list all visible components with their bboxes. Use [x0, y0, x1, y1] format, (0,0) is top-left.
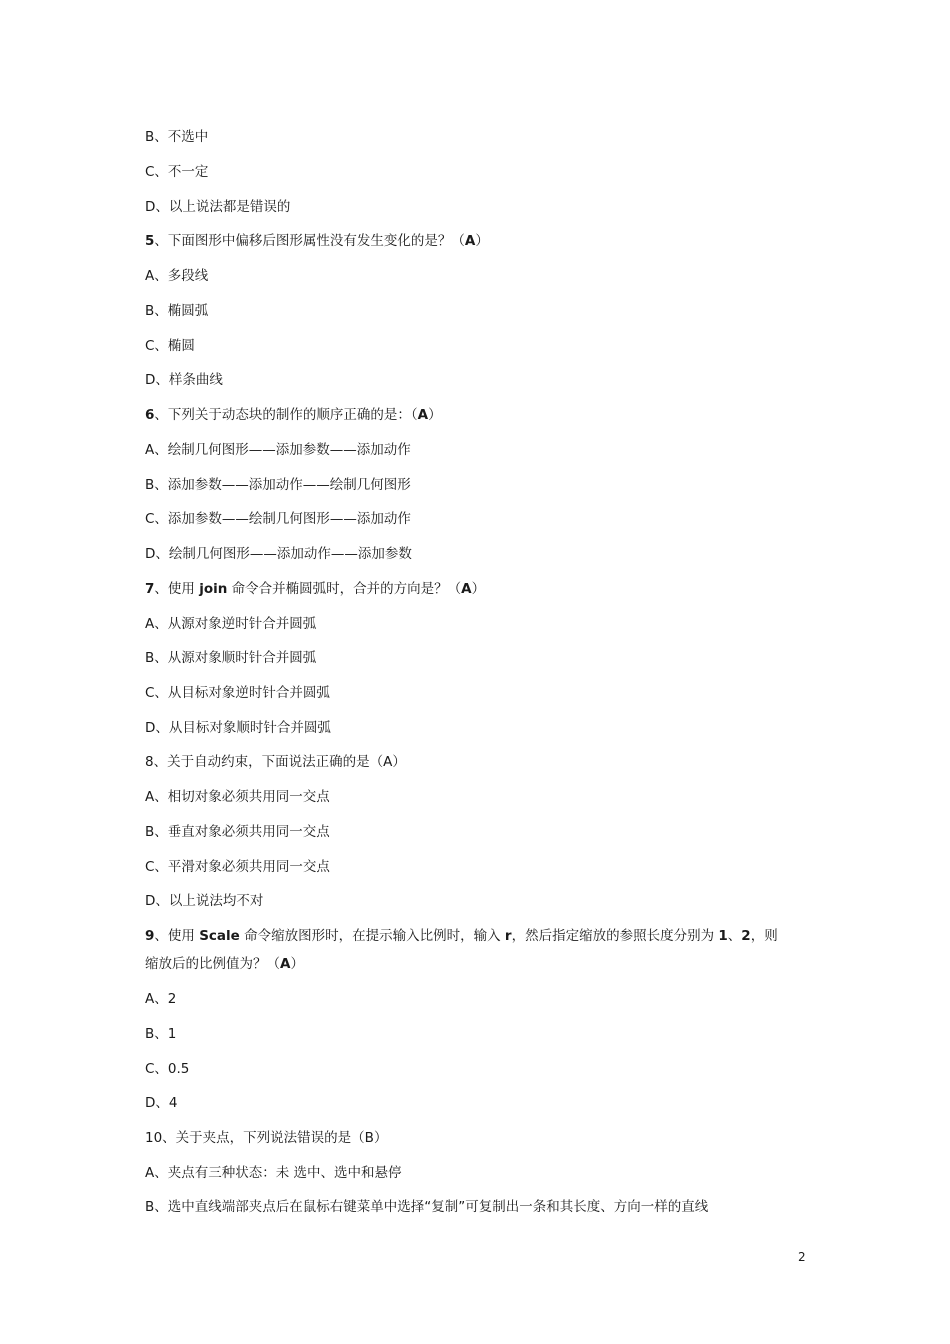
- q6-text: 、下列关于动态块的制作的顺序正确的是：（: [154, 407, 418, 423]
- q10-option-b: B、选中直线端部夹点后在鼠标右键菜单中选择“复制”可复制出一条和其长度、方向一样的直线: [145, 1199, 709, 1215]
- q9-input-r: r: [504, 928, 512, 944]
- q7-option-c: C、从目标对象逆时针合并圆弧: [145, 685, 330, 701]
- q9-stem-line-1: [145, 927, 778, 945]
- q9-value-1: 1: [718, 928, 728, 944]
- q9-answer: A: [280, 956, 291, 972]
- q6-option-b: B、添加参数——添加动作——绘制几何图形: [145, 477, 411, 493]
- q9-option-a: A、2: [145, 991, 177, 1007]
- q4-option-b: B、不选中: [145, 129, 209, 145]
- page-number: 2: [798, 1250, 806, 1264]
- q5-answer: A: [464, 233, 476, 249]
- q6-close: ）: [428, 407, 442, 423]
- q9-stem-line-2: [145, 955, 304, 973]
- q5-close: ）: [475, 233, 489, 249]
- q8-option-a: A、相切对象必须共用同一交点: [145, 789, 330, 805]
- q9-command: Scale: [199, 928, 240, 944]
- q9-value-2: 2: [741, 928, 751, 944]
- q8-option-d: D、以上说法均不对: [145, 893, 264, 909]
- q10-option-a: A、夹点有三种状态：未 选中、选中和悬停: [145, 1165, 402, 1181]
- q5-number: 5: [145, 233, 155, 249]
- q7-text-1: 、使用: [154, 581, 200, 597]
- q9-separator: 、: [727, 928, 742, 944]
- q9-text-2: 命令缩放图形时，在提示输入比例时，输入: [239, 928, 505, 944]
- q8-option-b: B、垂直对象必须共用同一交点: [145, 824, 330, 840]
- q7-stem: [145, 580, 485, 598]
- q9-text-5: 缩放后的比例值为？（: [145, 956, 280, 972]
- q6-option-a: A、绘制几何图形——添加参数——添加动作: [145, 442, 411, 458]
- q5-option-d: D、样条曲线: [145, 372, 223, 388]
- q5-text: 、下面图形中偏移后图形属性没有发生变化的是？（: [154, 233, 465, 249]
- q9-number: 9: [145, 928, 155, 944]
- q6-option-d: D、绘制几何图形——添加动作——添加参数: [145, 546, 412, 562]
- q5-option-c: C、椭圆: [145, 338, 195, 354]
- q9-option-d: D、4: [145, 1095, 178, 1111]
- q8-option-c: C、平滑对象必须共用同一交点: [145, 859, 330, 875]
- q8-stem: 8、关于自动约束，下面说法正确的是（A）: [145, 754, 406, 770]
- q6-number: 6: [145, 407, 155, 423]
- q9-option-c: C、0.5: [145, 1061, 190, 1077]
- q4-option-c: C、不一定: [145, 164, 209, 180]
- q5-option-b: B、椭圆弧: [145, 303, 209, 319]
- q9-text-4: ，则: [750, 928, 778, 944]
- q9-option-b: B、1: [145, 1026, 177, 1042]
- q6-stem: [145, 406, 442, 424]
- q7-number: 7: [145, 581, 155, 597]
- q4-option-d: D、以上说法都是错误的: [145, 199, 291, 215]
- q5-stem: [145, 232, 489, 250]
- q7-close: ）: [471, 581, 486, 597]
- q7-answer: A: [461, 581, 472, 597]
- q7-option-b: B、从源对象顺时针合并圆弧: [145, 650, 317, 666]
- q5-option-a: A、多段线: [145, 268, 209, 284]
- q6-option-c: C、添加参数——绘制几何图形——添加动作: [145, 511, 411, 527]
- q7-command: join: [199, 581, 228, 597]
- q7-option-d: D、从目标对象顺时针合并圆弧: [145, 720, 331, 736]
- q6-answer: A: [417, 407, 429, 423]
- q10-stem: 10、关于夹点，下列说法错误的是（B）: [145, 1130, 388, 1146]
- q9-text-1: 、使用: [154, 928, 200, 944]
- q9-text-3: ，然后指定缩放的参照长度分别为: [511, 928, 719, 944]
- q7-text-2: 命令合并椭圆弧时，合并的方向是？（: [227, 581, 462, 597]
- q9-close: ）: [290, 956, 304, 972]
- q7-option-a: A、从源对象逆时针合并圆弧: [145, 616, 317, 632]
